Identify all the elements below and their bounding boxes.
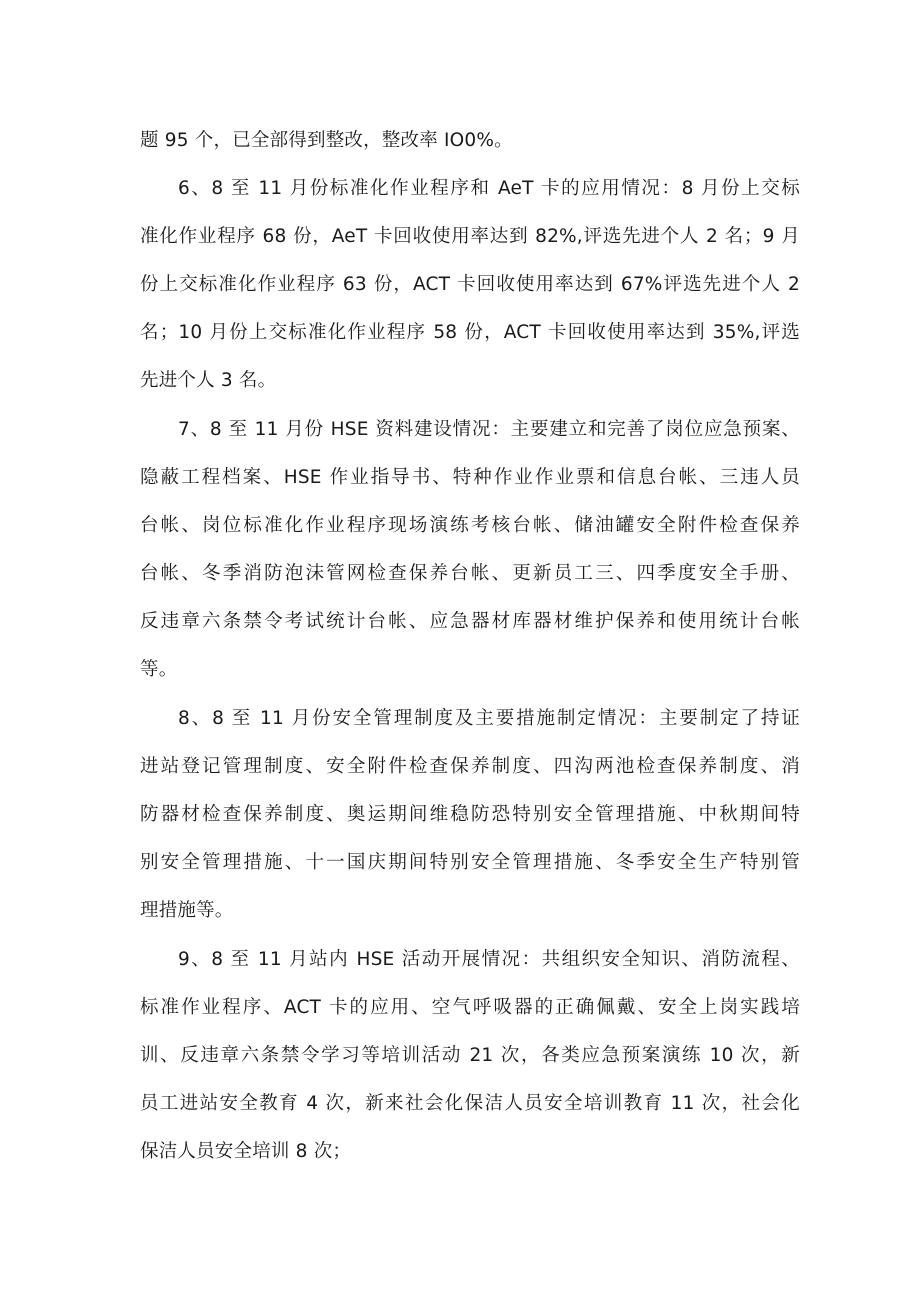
paragraph-9-line-5: 保洁人员安全培训 8 次； [140,1141,352,1162]
paragraph-6-line-4: 名；10 月份上交标准化作业程序 58 份，ACT 卡回收使用率达到 35%,评选 [140,322,800,343]
paragraph-7-line-1: 7、8 至 11 月份 HSE 资料建设情况：主要建立和完善了岗位应急预案、 [178,419,800,440]
paragraph-6-line-1: 6、8 至 11 月份标准化作业程序和 AeT 卡的应用情况：8 月份上交标 [178,178,800,199]
paragraph-7-line-2: 隐蔽工程档案、HSE 作业指导书、特种作业作业票和信息台帐、三违人员 [140,467,800,488]
paragraph-1-line-1: 题 95 个，已全部得到整改，整改率 IO0%。 [140,130,513,151]
paragraph-8-line-1: 8、8 至 11 月份安全管理制度及主要措施制定情况：主要制定了持证 [178,708,800,729]
paragraph-8-line-3: 防器材检查保养制度、奥运期间维稳防恐特别安全管理措施、中秋期间特 [140,804,800,825]
paragraph-9-line-1: 9、8 至 11 月站内 HSE 活动开展情况：共组织安全知识、消防流程、 [178,949,800,970]
paragraph-7-line-6: 等。 [140,659,178,680]
paragraph-7-line-3: 台帐、岗位标准化作业程序现场演练考核台帐、储油罐安全附件检查保养 [140,515,800,536]
paragraph-7-line-4: 台帐、冬季消防泡沫管网检查保养台帐、更新员工三、四季度安全手册、 [140,563,800,584]
paragraph-7-line-5: 反违章六条禁令考试统计台帐、应急器材库器材维护保养和使用统计台帐 [140,611,800,632]
paragraph-8-line-2: 进站登记管理制度、安全附件检查保养制度、四沟两池检查保养制度、消 [140,756,800,777]
paragraph-6-line-3: 份上交标准化作业程序 63 份，ACT 卡回收使用率达到 67%评选先进个人 2 [140,274,800,295]
paragraph-9-line-2: 标准作业程序、ACT 卡的应用、空气呼吸器的正确佩戴、安全上岗实践培 [140,997,800,1018]
paragraph-6-line-5: 先进个人 3 名。 [140,370,277,391]
paragraph-8-line-5: 理措施等。 [140,900,234,921]
paragraph-9-line-4: 员工进站安全教育 4 次，新来社会化保洁人员安全培训教育 11 次，社会化 [140,1093,800,1114]
paragraph-6-line-2: 准化作业程序 68 份，AeT 卡回收使用率达到 82%,评选先进个人 2 名；9 月 [140,226,800,247]
paragraph-9-line-3: 训、反违章六条禁令学习等培训活动 21 次，各类应急预案演练 10 次，新 [140,1045,800,1066]
paragraph-8-line-4: 别安全管理措施、十一国庆期间特别安全管理措施、冬季安全生产特别管 [140,852,800,873]
